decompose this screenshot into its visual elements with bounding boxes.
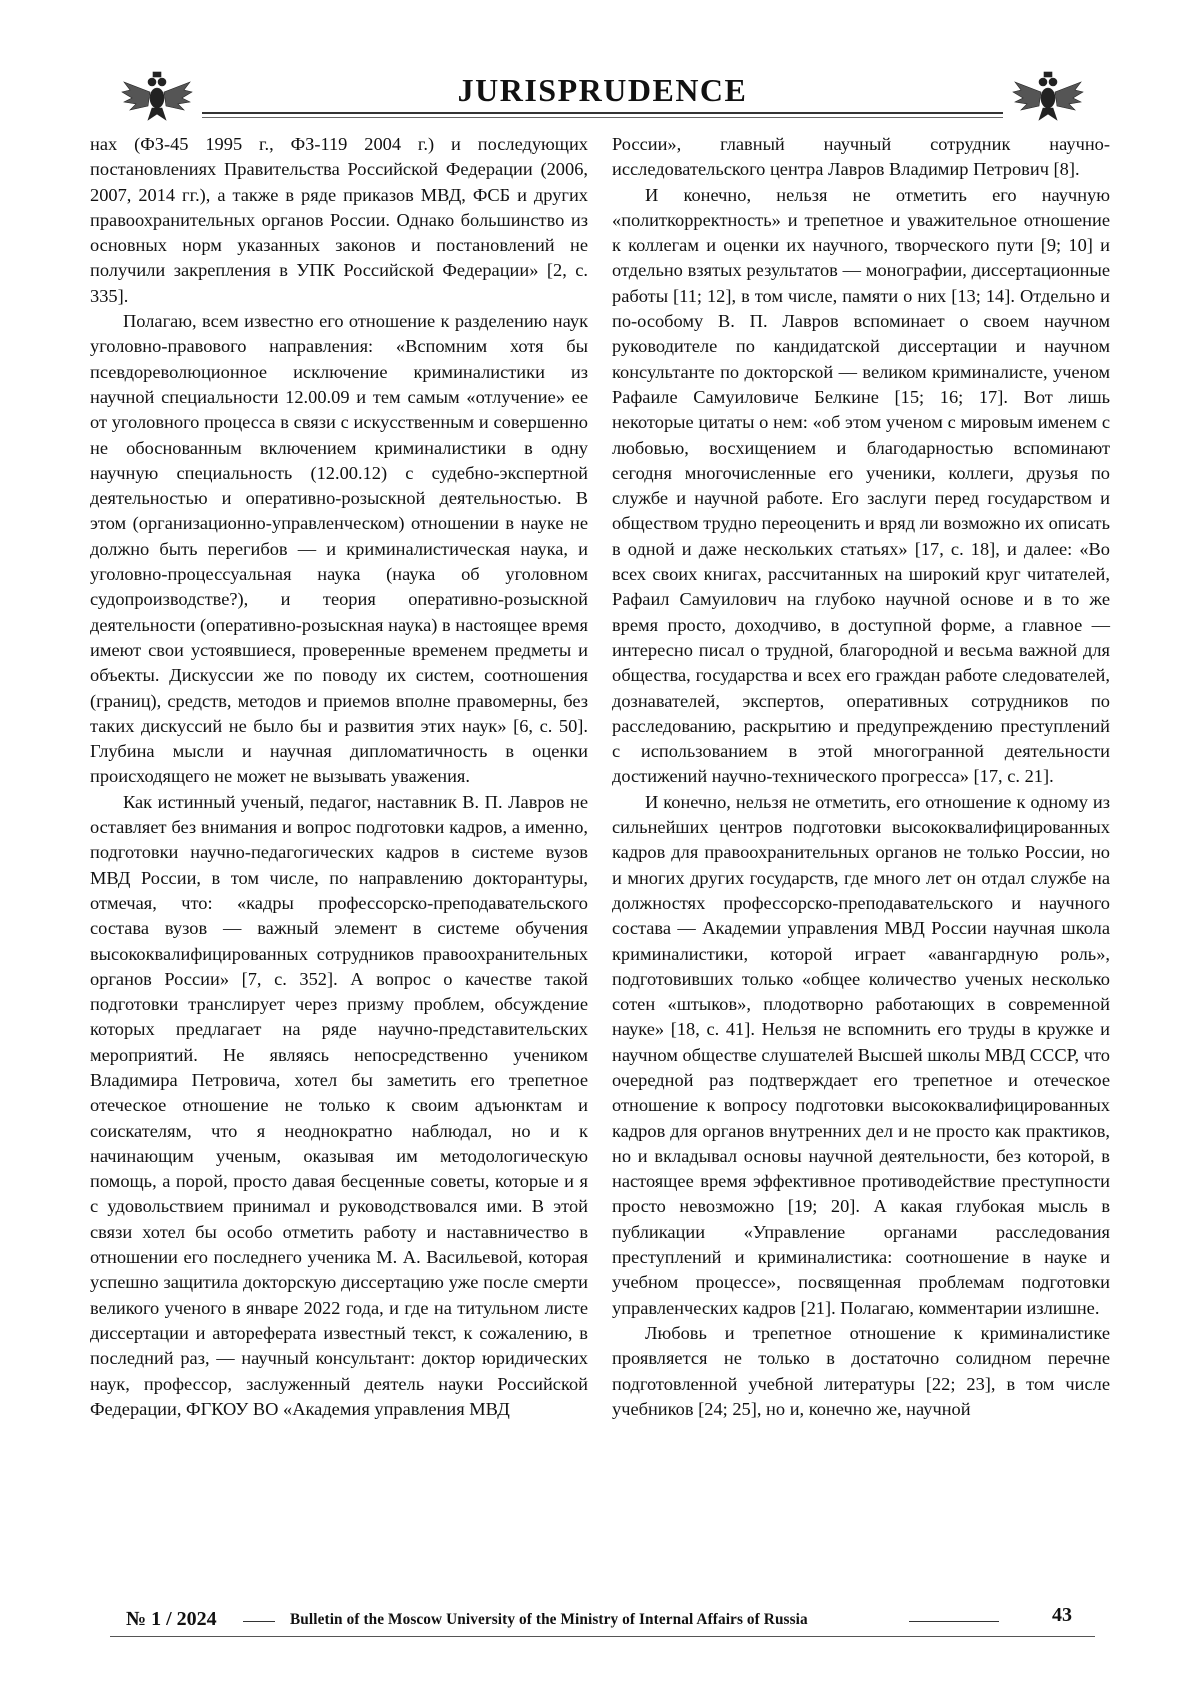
- page-number: 43: [1052, 1604, 1072, 1626]
- paragraph: Полагаю, всем известно его отношение к разделению наук уголовно-правового направления: «Вспомним хотя бы псевдореволюционное исключение криминалистики из научной специальности 12.00.09 и тем самым «отлучение» ее от уголовного процесса в связи с искусственным и совершенно не обоснованным включением криминалистики в одну научную специальность (12.00.12) с судебно-экспертной деятельностью и оперативно-розыскной деятельностью. В этом (организационно-управленческом) отношении в науке не должно быть перегибов — и криминалистическая наука, и уголовно-процессуальная наука (наука об уголовном судопроизводстве?), и теория оперативно-розыскной деятельности (оперативно-розыскная наука) в настоящее время имеют свои устоявшиеся, проверенные временем предметы и объекты. Дискуссии же по поводу их систем, соотношения (границ), средств, методов и приемов вполне правомерны, без таких дискуссий не было бы и развития этих наук» [6, с. 50]. Глубина мысли и научная дипломатичность в оценки происходящего не может не вызывать уважения.: [90, 311, 588, 787]
- emblem-icon: [1011, 68, 1085, 124]
- paragraph: И конечно, нельзя не отметить его научную «политкорректность» и трепетное и уважительное отношение к коллегам и оценки их научного, творческого пути [9; 10] и отдельно взятых результатов — монографии, диссертационные работы [11; 12], в том числе, памяти о них [13; 14]. Отдельно и по-особому В. П. Лавров вспоминает о своем научном руководителе по кандидатской диссертации и научном консультанте по докторской — великом криминалисте, ученом Рафаиле Самуиловиче Белкине [15; 16; 17]. Вот лишь некоторые цитаты о нем: «об этом ученом с мировым именем с любовью, восхищением и благодарностью вспоминают сегодня многочисленные его ученики, коллеги, друзья по службе и научной работе. Его заслуги перед государством и обществом трудно переоценить и вряд ли возможно их описать в одной и даже нескольких статьях» [17, с. 18], и далее: «Во всех своих книгах, рассчитанных на широкий круг читателей, Рафаил Самуилович на глубоко научной основе и в то же время просто, доходчиво, в доступной форме, а главное — интересно писал о трудной, благородной и весьма важной для общества, государства и всех его граждан работе следователей, дознавателей, экспертов, оперативных сотрудников по расследованию, раскрытию и предупреждению преступлений с использованием в этой многогранной деятельности достижений научно-технического прогресса» [17, с. 21].: [612, 184, 1110, 787]
- header-rule: [202, 112, 1003, 114]
- page-header: [110, 62, 1095, 128]
- issue-number: № 1 / 2024: [126, 1608, 217, 1630]
- paragraph: И конечно, нельзя не отметить, его отношение к одному из сильнейших центров подготовки высококвалифицированных кадров для правоохранительных органов не только России, но и многих других государств, где много лет он отдал службе на должностях профессорско-преподавательского и научного состава — Академии управления МВД России научная школа криминалистики, которой играет «авангардную роль», подготовивших только «общее количество ученых несколько сотен «штыков», плодотворно работающих в современной науке» [18, с. 41]. Нельзя не вспомнить его труды в кружке и научном обществе слушателей Высшей школы МВД СССР, что очередной раз подтверждает его трепетное и отеческое отношение к вопросу подготовки высококвалифицированных кадров для органов внутренних дел и не просто как практиков, но и вкладывал основы научной деятельности, без которой, в настоящее время эффективное противодействие преступности просто невозможно [19; 20]. А какая глубокая мысль в публикации «Управление органами расследования преступлений и криминалистика: соотношение в науке и учебном процессе», посвященная проблемам подготовки управленческих кадров [21]. Полагаю, комментарии излишне.: [612, 791, 1110, 1318]
- paragraph: Как истинный ученый, педагог, наставник В. П. Лавров не оставляет без внимания и вопрос подготовки кадров, а именно, подготовки научно-педагогических кадров в системе вузов МВД России, в том числе, по направлению докторантуры, отмечая, что: «кадры профессорско-преподавательского состава вузов — важный элемент в системе обучения высококвалифицированных сотрудников правоохранительных органов России» [7, с. 352]. А вопрос о качестве такой подготовки транслирует через призму проблем, обсуждение которых предлагает на ряде научно-представительских мероприятий. Не являясь непосредственно учеником Владимира Петровича, хотел бы заметить его трепетное отеческое отношение не только к своим адъюнктам и соискателям, что я неоднократно наблюдал, но и к начинающим ученым, оказывая им методологическую помощь, а порой, просто давая бесценные советы, которые и я с удовольствием принимал и руководствовался ими. В этой связи хотел бы особо отметить работу и наставничество в отношении его последнего ученика М. А. Васильевой, которая успешно защитила докторскую диссертацию уже после смерти великого ученого в январе 2022 года, и где на титульном листе диссертации и автореферата известный текст, к сожалению, в последний раз, — научный консультант: доктор юридических наук, профессор, заслуженный деятель науки Российской Федерации, ФГКОУ ВО «Академия управления МВД: [90, 791, 588, 1419]
- footer-divider: [243, 1621, 275, 1622]
- journal-name: Bulletin of the Moscow University of the Ministry of Internal Affairs of Russia: [290, 1611, 808, 1628]
- footer-rule: [110, 1636, 1095, 1637]
- paragraph: Любовь и трепетное отношение к криминалистике проявляется не только в достаточно солидном перечне подготовленной учебной литературы [22; 23], в том числе учебников [24; 25], но и, конечно же, научной: [612, 1322, 1110, 1419]
- paragraph: нах (ФЗ-45 1995 г., ФЗ-119 2004 г.) и последующих постановлениях Правительства Российской Федерации (2006, 2007, 2014 гг.), а также в ряде приказов МВД, ФСБ и других правоохранительных органов России. Однако большинство из основных норм указанных законов и постановлений не получили закрепления в УПК Российской Федерации» [2, с. 335].: [90, 134, 588, 306]
- page-footer: [110, 1606, 1095, 1646]
- header-rule-thin: [202, 117, 1003, 118]
- left-text-column: [90, 132, 588, 1422]
- right-text-column: [612, 132, 1110, 1422]
- paragraph: России», главный научный сотрудник научно-исследовательского центра Лавров Владимир Петрович [8].: [612, 134, 1110, 180]
- footer-divider: [909, 1621, 999, 1622]
- journal-section-title: JURISPRUDENCE: [457, 72, 748, 108]
